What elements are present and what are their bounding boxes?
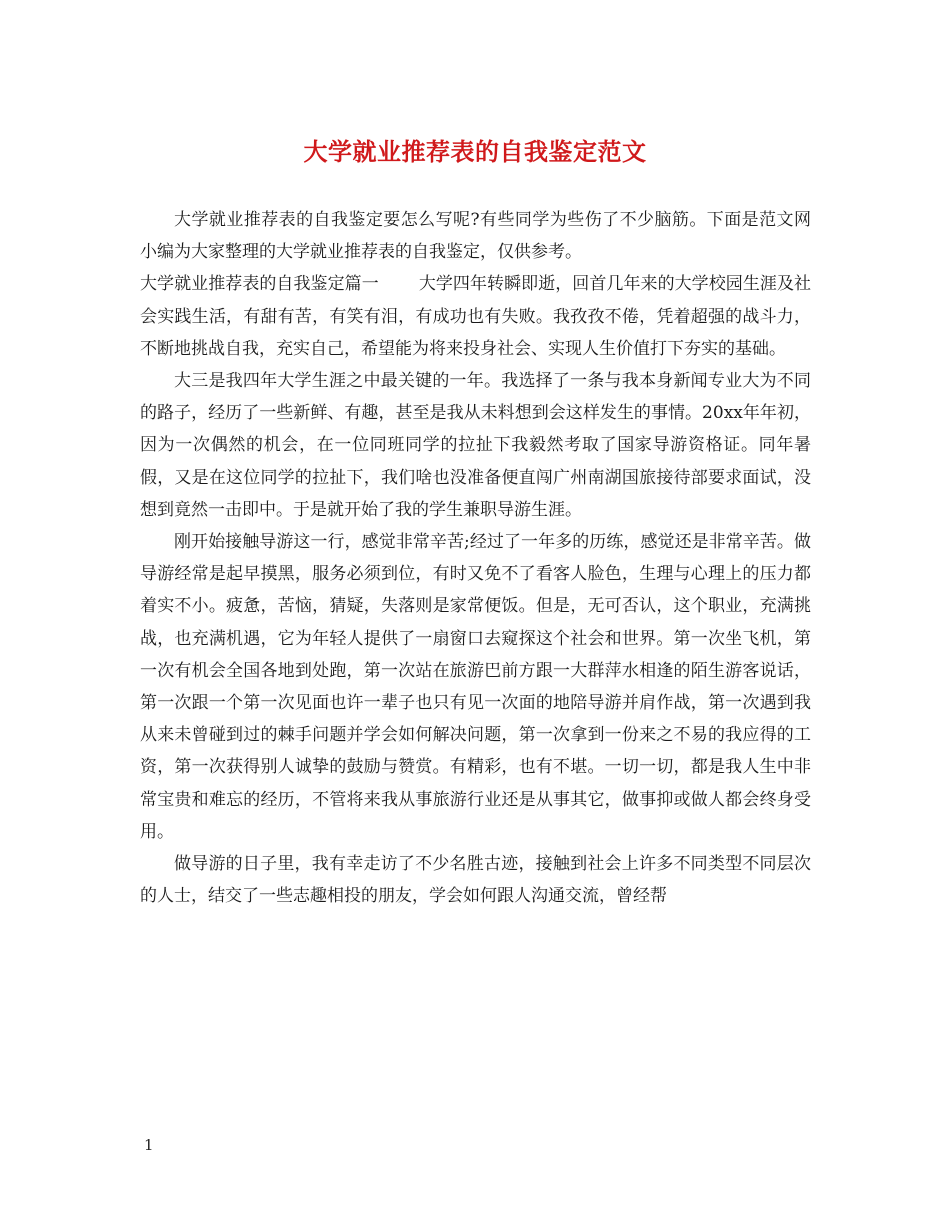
paragraph-guide-days: 做导游的日子里，我有幸走访了不少名胜古迹，接触到社会上许多不同类型不同层次的人士，结交了一些志趣相投的朋友，学会如何跟人沟通交流，曾经帮 [140,854,811,907]
section-heading: 大学就业推荐表的自我鉴定篇一 [140,274,379,295]
paragraph-third-year: 大三是我四年大学生涯之中最关键的一年。我选择了一条与我本身新闻专业大为不同的路子，经历了一些新鲜、有趣，甚至是我从未料想到会这样发生的事情。20xx年年初，因为一次偶然的机会，在一位同班同学的拉扯下我毅然考取了国家导游资格证。同年暑假，又是在这位同学的拉扯下，我们啥也没准备便直闯广州南湖国旅接待部要求面试，没想到竟然一击即中。于是就开始了我的学生兼职导游生涯。 [140,371,811,520]
document-body [140,204,811,912]
section-text: 大学四年转瞬即逝，回首几年来的大学校园生涯及社会实践生活，有甜有苦，有笑有泪，有成功也有失败。我孜孜不倦，凭着超强的战斗力，不断地挑战自我，充实自己，希望能为将来投身社会、实现人生价值打下夯实的基础。 [140,274,812,359]
section-paragraph [140,268,811,365]
document-title: 大学就业推荐表的自我鉴定范文 [303,137,647,166]
paragraph-tour-guide: 刚开始接触导游这一行，感觉非常辛苦;经过了一年多的历练，感觉还是非常辛苦。做导游经常是起早摸黑，服务必须到位，有时又免不了看客人脸色，生理与心理上的压力都着实不小。疲惫，苦恼，猜疑，失落则是家常便饭。但是，无可否认，这个职业，充满挑战，也充满机遇，它为年轻人提供了一扇窗口去窥探这个社会和世界。第一次坐飞机，第一次有机会全国各地到处跑，第一次站在旅游巴前方跟一大群萍水相逢的陌生游客说话，第一次跟一个第一次见面也许一辈子也只有见一次面的地陪导游并肩作战，第一次遇到我从来未曾碰到过的棘手问题并学会如何解决问题，第一次拿到一份来之不易的我应得的工资，第一次获得别人诚挚的鼓励与赞赏。有精彩，也有不堪。一切一切，都是我人生中非常宝贵和难忘的经历，不管将来我从事旅游行业还是从事其它，做事抑或做人都会终身受用。 [140,532,811,842]
page-number: 1 [144,1136,154,1154]
intro-paragraph: 大学就业推荐表的自我鉴定要怎么写呢?有些同学为些伤了不少脑筋。下面是范文网小编为大家整理的大学就业推荐表的自我鉴定，仅供参考。 [140,210,811,263]
